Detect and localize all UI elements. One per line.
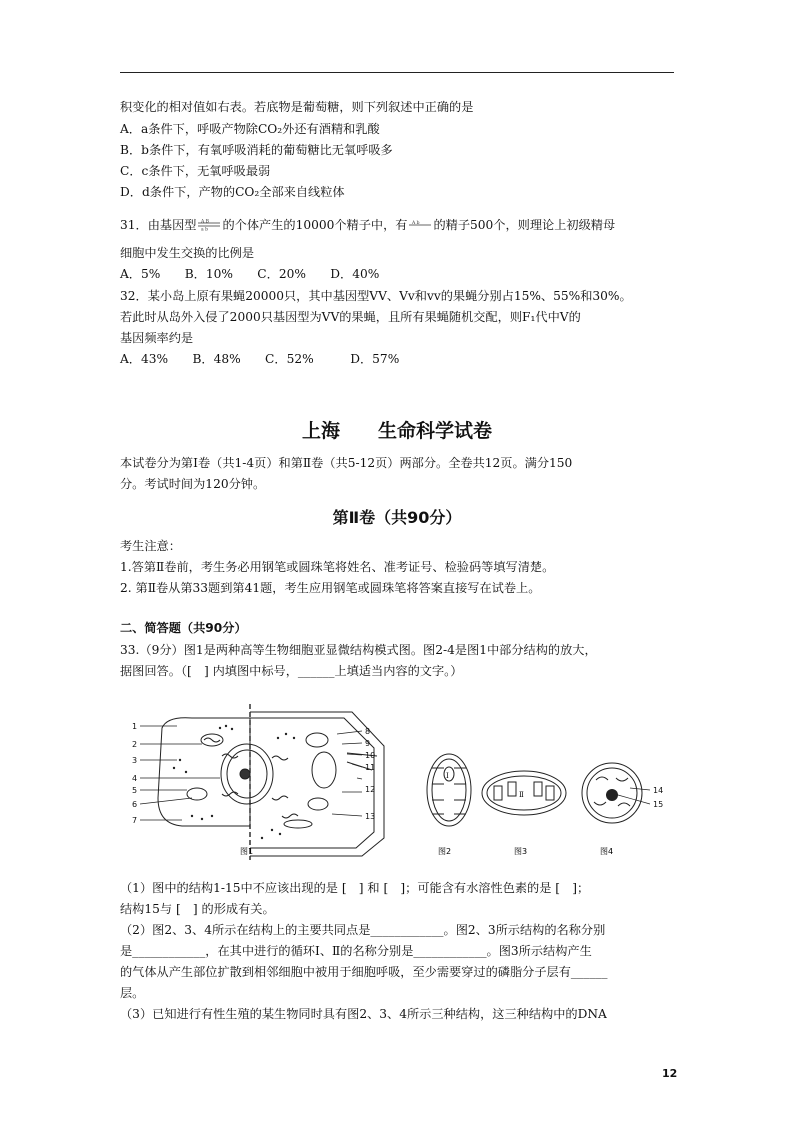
fig-label-4: 4 [132,774,138,783]
caption-fig4: 图4 [600,847,614,856]
q33-line2: 据图回答。（[ ] 内填图中标号，______上填适当内容的文字。） [120,664,463,678]
fig-label-7: 7 [132,816,138,825]
q33-line1: 33.（9分）图1是两种高等生物细胞亚显微结构模式图。图2-4是图1中部分结构的放大， [120,643,597,657]
q32-line3: 基因频率约是 [120,331,194,345]
svg-text:A B: A B [201,219,210,225]
svg-text:A b: A b [412,221,421,226]
chloroplast-enlarged [482,771,566,815]
page-number: 12 [662,1067,678,1080]
fig-label-1: 1 [132,722,138,731]
notice-item2: 2. 第Ⅱ卷从第33题到第41题，考生应用钢笔或圆珠笔将答案直接写在试卷上。 [120,581,541,595]
exam-title: 上海 生命科学试卷 [301,420,492,442]
notice-item1: 1.答第Ⅱ卷前，考生务必用钢笔或圆珠笔将姓名、准考证号、检验码等填写清楚。 [120,560,555,574]
q31-line1 [120,217,615,233]
fig-label-8: 8 [365,727,371,736]
caption-fig1: 图1 [240,847,254,856]
q31-line1-a: 31．由基因型 [120,218,197,232]
cell-structure-figure [122,698,674,860]
genotype-diagram-icon [196,219,222,231]
fig-label-2: 2 [132,740,138,749]
q33-sub1-line1: （1）图中的结构1-15中不应该出现的是 [ ] 和 [ ]；可能含有水溶性色素的是 [ ]； [120,881,590,895]
q32-options: A．43% B．48% C．52% D．57% [120,352,400,366]
nucleolus [240,769,250,779]
q31-line2: 细胞中发生交换的比例是 [120,246,255,260]
animal-cell-membrane [158,718,250,826]
fig-label-14: 14 [653,786,664,795]
mitochondrion-enlarged [427,754,471,826]
fig-label-10: 10 [365,751,376,760]
caption-fig3: 图3 [514,847,528,856]
fig-label-5: 5 [132,786,138,795]
fig-label-15: 15 [653,800,664,809]
fig-label-6: 6 [132,800,138,809]
chloroplast [306,733,328,747]
q30-stem: 积变化的相对值如右表。若底物是葡萄糖，则下列叙述中正确的是 [120,100,474,114]
intro-line1: 本试卷分为第Ⅰ卷（共1-4页）和第Ⅱ卷（共5-12页）两部分。全卷共12页。满分150 [120,456,573,470]
q31-line1-b: 的个体产生的10000个精子中，有 [222,218,408,232]
q33-sub3-line1: （3）已知进行有性生殖的某生物同时具有图2、3、4所示三种结构，这三种结构中的DNA [120,1007,607,1021]
q33-sub2-line3: 的气体从产生部位扩散到相邻细胞中被用于细胞呼吸，至少需要穿过的磷脂分子层有______ [120,965,608,979]
q30-option-c: C．c条件下，无氧呼吸最弱 [120,164,271,178]
q31-line1-c: 的精子500个，则理论上初级精母 [433,218,616,232]
roman-ii-label: Ⅱ [519,791,524,799]
svg-text:a b: a b [201,227,209,231]
plant-cell-membrane [250,718,374,848]
fig-label-9: 9 [365,739,371,748]
q33-sub2-line2: 是____________，在其中进行的循环Ⅰ、Ⅱ的名称分别是____________。图3所示结构产生 [120,944,592,958]
q33-sub1-line2: 结构15与 [ ] 的形成有关。 [120,902,275,916]
q33-sub2-line4: 层。 [120,986,145,1000]
fig-label-12: 12 [365,785,376,794]
fig-label-11: 11 [365,763,376,772]
part2-title: 第Ⅱ卷（共90分） [332,508,462,527]
section-heading: 二、简答题（共90分） [120,621,247,635]
caption-fig2: 图2 [438,847,452,856]
q32-line2: 若此时从岛外入侵了2000只基因型为VV的果蝇，且所有果蝇随机交配，则F₁代中V的 [120,310,581,324]
intro-line2: 分。考试时间为120分钟。 [120,477,266,491]
q32-line1: 32．某小岛上原有果蝇20000只，其中基因型VV、Vv和vv的果蝇分别占15%、55%和30%。 [120,289,632,303]
notice-head: 考生注意： [120,539,181,553]
q30-option-b: B．b条件下，有氧呼吸消耗的葡萄糖比无氧呼吸多 [120,143,393,157]
fig-label-13: 13 [365,812,376,821]
q30-option-d: D．d条件下，产物的CO₂全部来自线粒体 [120,185,345,199]
vacuole [312,752,336,788]
q31-options: A．5% B．10% C．20% D．40% [120,267,380,281]
roman-i-label: Ⅰ [446,772,449,780]
fig-label-3: 3 [132,756,138,765]
chromosome-diagram-icon [407,219,433,231]
q30-option-a: A．a条件下，呼吸产物除CO₂外还有酒精和乳酸 [120,122,380,136]
q33-sub2-line1: （2）图2、3、4所示在结构上的主要共同点是____________。图2、3所示结构的名称分别 [120,923,606,937]
header-rule [120,72,674,73]
